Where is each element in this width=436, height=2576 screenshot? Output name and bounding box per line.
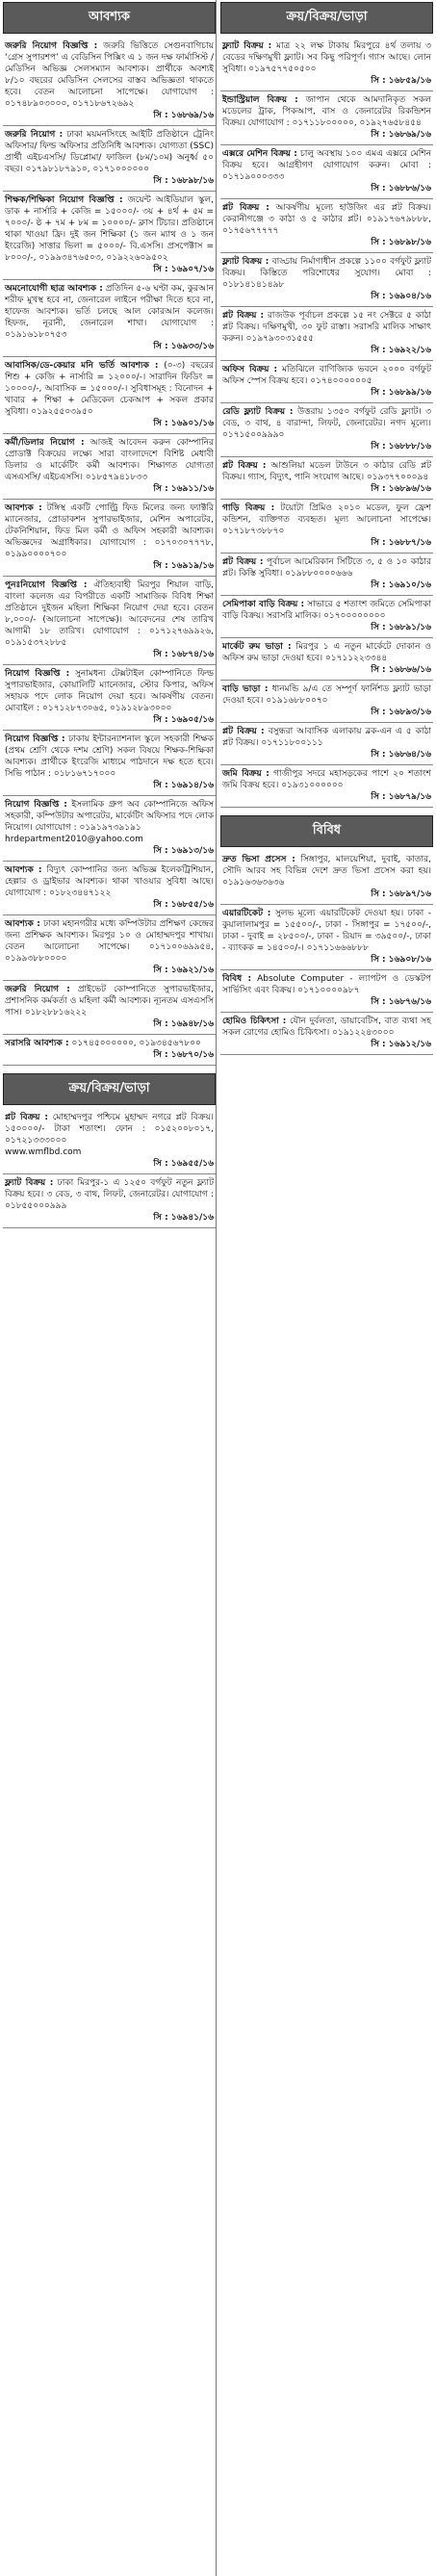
ad-body: উত্তরায় ১৩৫০ বর্গফুট রেডি ফ্ল্যাট। ৩ বেড, ৩ বাথ, ৪ বারান্দা, লিফট, জেনারেটর। নগদ মূল্যে। ০১৭১৫০০৯৯৯০	[222, 407, 431, 440]
classified-ad	[3, 731, 216, 796]
classified-ad	[220, 1013, 433, 1055]
ad-body: ঐতিহ্যবাহী মিরপুর শিয়াল বাড়ি, বাংলা কলেজ এর বিপরীতে একটি সামাজিক বিবিধ শিক্ষা প্রতিষ্ঠানে দুইজন মহিলা শিক্ষিকা নিয়োগ দেয়া হবে। বেতন ৮,০০০/- (আলোচনা সাপেক্ষে)। আবেদনের শেষ তারিখ আগামী ১৮ তারিখ। যোগাযোগ : ০১৭১২৭৬৯৯২৬, ০১৯১৫৩৭২৮৮৫	[5, 580, 215, 648]
classified-ad	[3, 500, 216, 577]
classified-ad	[3, 1109, 216, 1174]
classified-ad	[3, 1174, 216, 1228]
ad-reference: সি : ১৬৮৯১/১৬	[371, 623, 431, 632]
ad-body: (০-৩) বছরের শিশু + কেজি + নার্সারি = ১২০০০/-। সারাদিন ফিডিং = ১০০০০/-, আবাসিক = ১৫০০০/-। সুবিধাসমূহ : বিনোদন + খাবার + শিক্ষা + মেডিকেল চেকআপ + সকল প্রকার সুবিধা। ০১৯২৫৫০৩৯৫০	[5, 361, 214, 417]
ad-reference: সি : ১৬৯১২/১৬	[371, 1040, 431, 1049]
classified-ad	[220, 253, 433, 307]
classified-ad	[3, 126, 216, 192]
ad-body: মিরপুর ১ এ নতুন মার্কেটে দোকান ও অফিস রুম ভাড়া দেওয়া হবে। ০১৭১১২২৩৩৪৪	[222, 642, 431, 663]
ad-body: আকর্ষণীয় মূল্যে হাউজিং এর প্লট বিক্রয়। কেরানীগঞ্জে ৩ কাঠা ও ৫ কাঠার প্লট। ০১৯১৭৬৭৯৮৮৮, ০১৭৫৬৭৭৭৭৭	[222, 203, 431, 236]
ad-heading: রেডি ফ্ল্যাট বিক্রয় :	[222, 407, 294, 417]
ad-body: চালু অবস্থায় ১০০ এমএ এক্সরে মেশিন বিক্রয় হবে। আগ্রহীগণ যোগাযোগ করুন। মোবা : ০১৭১৯০০০৩৩৩	[222, 149, 431, 182]
ad-body: বসুন্ধরা আবাসিক এলাকায় ব্লক-এন এ ৫ কাঠা প্লট বিক্রয়। ০১৭১১৮০০১১১	[222, 727, 431, 748]
classified-ad	[220, 554, 433, 596]
ad-body: আশুলিয়া মডেল টাউনে ৩ কাঠার রেডি প্লট বিক্রয়। গ্যাস, বিদ্যুৎ, পানি সংযোগ আছে। ০১৯৩৭৭০০০৯৪	[222, 461, 431, 482]
ad-heading: ইন্ডাস্ট্রিয়াল বিক্রয় :	[222, 95, 298, 105]
ad-reference: সি : ১৬৮৮৮/১৬	[371, 442, 431, 451]
ad-body: Absolute Computer - ল্যাপটপ ও ডেস্কটপ সার্ভিসিং এবং বিক্রয়। ০১৭১০০০০৯৮৭	[222, 974, 431, 995]
ad-heading: আবাসিক/ডে-কেয়ার মনি ভর্তি আবশ্যক :	[5, 361, 159, 371]
ad-body: রাজউক পূর্বাচল প্রকল্পে ১৫ নং সেক্টরে ৫ কাঠা প্লট বিক্রয়। দক্ষিণমুখী, ৩০ ফুট রাস্তা। সরাসরি মালিক সাক্ষাৎ করুন। ০১৯৭৯৩০৩১৫৫৫	[222, 311, 431, 344]
buy-sell-ads-list-left	[3, 1109, 216, 1228]
ad-reference: সি : ১৬৮৮৬/১৬	[371, 184, 431, 193]
classified-ad	[220, 457, 433, 500]
classified-ad	[220, 681, 433, 723]
ad-heading: বিবিধ :	[222, 974, 252, 984]
misc-ads-list	[220, 851, 433, 1055]
ad-heading: জরুরি নিয়োগ :	[5, 985, 70, 994]
ad-reference: সি : ১৬৮৯৭/১৬	[371, 889, 431, 899]
ad-body: ইসলামিক গ্রুপ অব কোম্পানিজে অফিস সহকারী, কম্পিউটার অপারেটর, মার্কেটিং অফিসার পদে লোক নিয়োগ। যোগাযোগ : ০১৯১৯৭৩৯১৯১	[5, 800, 214, 833]
ad-heading: আবশ্যক :	[5, 919, 40, 929]
ad-reference: সি : ১৬৯১৩/১৬	[153, 846, 214, 856]
ad-body: ০১৭৪৫০০০০০০, ০১৯৩৪৫৬৭৮০০	[71, 1039, 201, 1048]
classified-ad	[220, 403, 433, 457]
classified-ad	[3, 434, 216, 500]
ad-body: মতিঝিলে বাণিজ্যিক ভবনে ২০০০ বর্গফুট অফিস স্পেস বিক্রয় হবে। ০১৭৪০০০০০০৫	[222, 365, 431, 386]
classified-ad	[220, 765, 433, 808]
ad-body: পূর্বাচল আমেরিকান সিটিতে ৩, ৫ ও ১০ কাঠার প্লট। কিস্তি সুবিধা। ০১৯৮৮০০০০৬৬৬	[222, 557, 431, 579]
ad-heading: প্লট বিক্রয় :	[5, 1113, 49, 1122]
classified-ad	[3, 1035, 216, 1066]
ad-reference: সি : ১৬৮৭৬/১৬	[371, 997, 431, 1007]
classified-ad	[3, 357, 216, 434]
ad-reference: সি : ১৬৮৬৯/১৬	[153, 111, 214, 120]
ad-body: ঢাকায় ইন্টারন্যাশনাল স্কুলে সহকারী শিক্ষক (প্রথম শ্রেণি থেকে দশম শ্রেণি) সকল বিষয়ে শিক্ষক-শিক্ষিকা আবশ্যক। প্রার্থীকে ইংরেজি মাধ্যমে পাঠদানে দক্ষ হতে হবে। সিভি পাঠান : ০১৮১৬৭১৭০০০	[5, 734, 214, 779]
ad-reference: সি : ১৬৮৯৯/১৬	[371, 388, 431, 398]
ad-heading: প্লট বিক্রয় :	[222, 727, 265, 736]
ad-heading: প্লট বিক্রয় :	[222, 461, 267, 471]
classified-ad	[220, 199, 433, 253]
ad-reference: সি : ১৬৮৯৮/১৬	[371, 238, 431, 247]
ad-reference: সি : ১৬৯৫৫/১৬	[153, 1159, 214, 1169]
classified-ad	[3, 862, 216, 915]
ad-heading: নিয়োগ বিজ্ঞপ্তি :	[5, 800, 67, 810]
ad-body: টঙ্গিস্থ একটি পোল্ট্রি ফিড মিলের জন্য ফ্যাক্টরি ম্যানেজার, প্রোডাকশন সুপারভাইজার, মেশিন অপারেটর, টেকনিশিয়ান, ফিড মিল কর্মী ও অফিস সহকারী আবশ্যক। অভিজ্ঞদের অগ্রাধিকার। যোগাযোগ : ০১৭০৩০৭৭৭৮, ০১৯৯০০০০৭০০	[5, 503, 214, 559]
ad-reference: সি : ১৬৯০১/১৬	[153, 419, 214, 428]
ad-body: প্রতিদিন ৫-৬ ঘণ্টা কম, কুরআন শরীফ মুখস্থ হবে না, জেনারেল লাইনে পরীক্ষা দিতে হবে না, হাফেজ আবশ্যক। ভর্তি চলছে আল কোরআন কলেজ। হিফজ, নূরানী, জেনারেল শাখা। যোগাযোগ : ০১৯১৬১৮০৭৫৩	[5, 284, 214, 340]
classified-ad	[220, 500, 433, 554]
ad-heading: প্লট বিক্রয় :	[222, 311, 265, 321]
classified-ad	[220, 38, 433, 91]
ad-body: মাত্র ২২ লক্ষ টাকায় মিরপুরে ৪র্থ তলায় ৩ বেডের দক্ষিণমুখী ফ্ল্যাট। সব কিছু পরিপূর্ণ। গ্যাস আছে। লোন সুবিধা। ০১৯৭৫৭৭৫০৫০০	[222, 41, 431, 74]
ad-body: ঢাকা মিরপুর-১ এ ১২৫০ বর্গফুট নতুন ফ্ল্যাট বিক্রয় হবে। ৩ বেড, ৩ বাথ, লিফট, জেনারেটর। যোগাযোগ : ০১৮৫৫০০০৯৯৯	[5, 1178, 214, 1211]
classified-ad	[220, 596, 433, 638]
ad-body: যৌন দুর্বলতা, ডায়াবেটিস, বাত ব্যথা সহ সকল রোগের হোমিও চিকিৎসা। ০১৯১২২৪৩০০০	[222, 1017, 431, 1038]
ad-reference: সি : ১৬৮৬৯/১৬	[371, 130, 431, 140]
ad-reference: সি : ১৬৯০৭/১৬	[153, 265, 214, 274]
classified-ad	[220, 905, 433, 970]
ad-heading: ফ্ল্যাট বিক্রয় :	[222, 257, 269, 267]
ad-reference: সি : ১৬৮৫৫/১৬	[153, 900, 214, 910]
ad-reference: সি : ১৬৯০৫/১৬	[153, 715, 214, 725]
ad-heading: অফিস বিক্রয় :	[222, 365, 278, 374]
ad-body: গাজীপুর সদরে মহাসড়কের পাশে ২০ শতাংশ জমি বিক্রয় হবে। ০১৯৩১০০০০০০	[222, 769, 432, 790]
ad-heading: হোমিও চিকিৎসা :	[222, 1017, 287, 1026]
ad-body: ঢাকা মহানগরীর মধ্যে কম্পিউটার প্রশিক্ষণ কেন্দ্রের জন্য প্রশিক্ষক আবশ্যক। মিরপুর ১০ ও মোহাম্মদপুর শাখায়। বেতন আলোচনা সাপেক্ষে। ০১৭১০০৬৯৯৫৪, ০১৯৯৩৮৮০০০০	[5, 919, 214, 964]
ad-body: সুলভ মূল্যে এয়ারটিকেট দেওয়া হয়। ঢাকা - কুয়ালালামপুর = ১৫৫০০/-, ঢাকা - সিঙ্গাপুর = ১৭৫০০/-, ঢাকা - দুবাই = ২৮৫০০/-, ঢাকা - রিয়াদ = ৩৯৫০০/-, ঢাকা - ব্যাংকক = ১৪৫০০/-। ০১৭১১৬৬৬৮৮৮	[222, 909, 431, 953]
ad-body: ধানমন্ডি ৯/এ তে সম্পূর্ণ ফার্নিশড ফ্ল্যাট ভাড়া দেওয়া হবে। ০১৯১৬৮৮০০৭০	[222, 684, 431, 706]
ad-heading: আবশ্যক :	[5, 865, 42, 875]
ad-body: জরুরি ভিত্তিতে সেগুনবাগিচায় ‘গ্রেস সুপারশপ’ এ বেডিসিন পিক্সিং এ ১ জন দক্ষ ফার্মাসিস্ট / মেডিসিন অভিজ্ঞ সেলসম্যান আবশ্যক। প্রার্থীকে অবশ্যই ৮/১০ বছরের মেডিসিন সেলসের বাস্তব অভিজ্ঞতা থাকতে হবে। বেতন আলোচনা সাপেক্ষে। যোগাযোগ : ০১৭৪৮৯০৩০০০, ০১৭১৮৬৭২৬৯২	[5, 41, 214, 109]
ad-reference: সি : ১৬৯১৯/১৬	[153, 561, 214, 571]
ad-heading: মার্কেট রুম ভাড়া :	[222, 642, 292, 652]
ad-body: জাপান থেকে আমদানিকৃত সকল মডেলের ট্রাক, পিকআপ, বাস ও জেনারেটর রিকন্ডিশন বিক্রয়। যোগাযোগ : ০১৭১১৮০০০০০, ০১৯২৭৬৫৮৪৫৪	[222, 95, 431, 128]
classified-ad	[220, 851, 433, 905]
ad-reference: সি : ১৬৯৪১/১৬	[153, 1213, 214, 1223]
ad-heading: জরুরি নিয়োগ :	[5, 130, 64, 140]
ad-heading: প্লট বিক্রয় :	[222, 557, 264, 567]
ad-heading: নিয়োগ বিজ্ঞপ্তি :	[5, 669, 70, 679]
classified-ad	[220, 970, 433, 1013]
classified-ad	[3, 280, 216, 357]
ad-heading: জরুরি নিয়োগ বিজ্ঞপ্তি :	[5, 41, 98, 51]
ad-reference: সি : ১৬৮৭৪/১৬	[153, 650, 214, 659]
ad-heading: ফ্ল্যাট বিক্রয় :	[222, 41, 272, 51]
classified-ad	[220, 638, 433, 681]
classified-ad	[220, 361, 433, 403]
ad-reference: সি : ১৬৮৮৭/১৬	[371, 538, 431, 548]
ad-body: সুনামধন্য টেক্সটাইল কোম্পানিতে ফিল্ড সুপারভাইজার, কোয়ালিটি ম্যানেজার, স্টোর কিপার, অফিস সহায়ক পদে লোক নিয়োগ দেয়া হবে। আকর্ষণীয় বেতন। মোবাইল : ০১৭১২৮৭৩০৬৫, ০১৯১২৮৯৩০০০	[5, 669, 214, 713]
classified-ad	[220, 307, 433, 361]
ad-heading: গাড়ি বিক্রয় :	[222, 503, 275, 513]
ad-heading: দ্রুত ভিসা প্রসেস :	[222, 855, 295, 864]
classified-ad	[3, 38, 216, 126]
classified-ad	[3, 915, 216, 981]
ad-heading: সরাসরি আবশ্যক :	[5, 1039, 69, 1048]
classified-ad	[220, 723, 433, 765]
ad-heading: জমি বিক্রয় :	[222, 769, 269, 779]
ad-email[interactable]: www.wmflbd.com	[5, 1147, 82, 1157]
ad-reference: সি : ১৬৯১১/১৬	[153, 484, 214, 494]
ad-heading: এয়ারটিকেট :	[222, 909, 271, 918]
ad-reference: সি : ১৬৯২২/১৬	[371, 346, 431, 355]
ad-body: বিদ্যুৎ কোম্পানির জন্য অভিজ্ঞ ইলেকট্রিশিয়ান, হেল্পার ও ড্রাইভার আবশ্যক। থাকা খাওয়ার সুবিধা আছে। যোগাযোগ : ০১৮২৩৪৪৭১২২	[5, 865, 214, 898]
left-column	[3, 0, 217, 2576]
ad-heading: পুনঃনিয়োগ বিজ্ঞপ্তি :	[5, 580, 88, 590]
ad-body: ঢাকা ময়মনসিংহে আইটি প্রতিষ্ঠানে ট্রেনিং অফিসার/ ফিল্ড অফিসার প্রতিনিধি আবশ্যক। যোগ্যতা (SSC) প্রার্থী এইচএসসি/ ডিপ্লোমা/ ফাজিল (৮ম/১০ম) অনুর্ধ্ব ৫০ বছর। ০১৭৯৮১৮৭৯১০, ০১৭১০০০০০০	[5, 130, 214, 174]
classified-ad	[3, 192, 216, 280]
ad-reference: সি : ১৬৯১৪/১৬	[153, 781, 214, 790]
ad-heading: সেমিপাকা বাড়ি বিক্রয় :	[222, 600, 305, 609]
classified-ad	[3, 577, 216, 665]
ad-reference: সি : ১৬৮৬৬/১৬	[371, 665, 431, 675]
ad-reference: সি : ১৬৮৫৯/১৬	[371, 76, 431, 86]
ad-heading: অমনোযোগী ছাত্র আবশ্যক :	[5, 284, 103, 294]
ad-body: আজই আবেদন করুন কোম্পানির প্রোডাক্ট বিক্রয়ের লক্ষ্যে সারা বাংলাদেশে বিশিষ্ট মেধাবী ডিলার ও মার্কেটিং কর্মী আবশ্যক। শিক্ষাগত যোগ্যতা এসএসসি/ এইচএসসি। ০১৮৫৭৯৪১৮৩৩	[5, 438, 214, 482]
ad-reference: সি : ১৬৯১০/১৬	[371, 580, 431, 590]
classified-ad	[3, 981, 216, 1035]
ad-reference: সি : ১৬৮৯৮/১৬	[153, 176, 214, 186]
classified-ad	[3, 796, 216, 862]
ad-reference: সি : ১৬৯০৮/১৬	[371, 955, 431, 965]
section-header-miscellaneous: বিবিধ	[220, 815, 433, 847]
ad-reference: সি : ১৬৮৭৯/১৬	[371, 792, 431, 802]
wanted-ads-list	[3, 38, 216, 1066]
ad-reference: সি : ১৬৮৭০/১৬	[153, 1050, 214, 1060]
ad-body: মোহাম্মদপুর পশ্চিমে মুহাম্মদ নগরে প্লট বিক্রয়। ১৫০০০০/- টাকা শতাংশ। ফোন : ০১৫২০০৮০১৭, ০১৭২১৩৩৩০০০	[5, 1113, 214, 1146]
ad-heading: কর্মী/ডিলার নিয়োগ :	[5, 438, 85, 448]
classified-ad	[3, 665, 216, 731]
ad-heading: বাড়ি ভাড়া :	[222, 684, 269, 694]
ad-reference: সি : ১৬৯৩৩/১৬	[153, 342, 214, 351]
classified-ad	[220, 91, 433, 145]
ad-reference: সি : ১৬৮৯৩/১৬	[371, 708, 431, 717]
ad-heading: ফ্ল্যাট বিক্রয় :	[5, 1178, 54, 1188]
section-header-buy-sell-rent-left: ক্রয়/বিক্রয়/ভাড়া	[3, 1073, 216, 1105]
right-column	[220, 0, 433, 2576]
section-header-wanted: আবশ্যক	[3, 2, 216, 34]
ad-heading: নিয়োগ বিজ্ঞপ্তি :	[5, 734, 65, 744]
ad-reference: সি : ১৬৯২১/১৬	[153, 966, 214, 975]
ad-body: সিঙ্গাপুর, মালয়েশিয়া, দুবাই, কাতার, সৌদি আরব সহ বিভিন্ন দেশে দ্রুত ভিসা প্রসেস করা হয়। ০১৯১৬৩৬৩৬৩৬	[222, 855, 431, 888]
buy-sell-ads-list	[220, 38, 433, 808]
section-header-buy-sell-rent: ক্রয়/বিক্রয়/ভাড়া	[220, 2, 433, 34]
classified-ad	[220, 145, 433, 199]
ad-body: বাড্ডায় নির্মাণাধীন প্রকল্পে ১১০০ বর্গফুট ফ্ল্যাট বিক্রয়। কিস্তিতে পরিশোধের সুযোগ। মোবা : ০১৮১৪১৪১৪৯৮	[222, 257, 431, 290]
ad-email[interactable]: hrdepartment2010@yahoo.com	[5, 835, 143, 844]
ad-reference: সি : ১৬৯৪৮/১৬	[153, 1019, 214, 1029]
ad-body: টয়োটা প্রিমিও ২০১০ মডেল, ফুল ফ্রেশ কন্ডিশন, ব্যক্তিগত ব্যবহৃত। মূল্য আলোচনা সাপেক্ষে। ০১৭১৮৭৩৮৮৭০	[222, 503, 431, 536]
ad-reference: সি : ১৬৮৬৪/১৬	[371, 750, 431, 760]
ad-body: সাভারে ৫ শতাংশ জমিতে সেমিপাকা বাড়ি বিক্রয়। সরাসরি মালিক। ০১৭০০০০০০০০	[222, 600, 431, 621]
ad-heading: এক্সরে মেশিন বিক্রয় :	[222, 149, 297, 159]
ad-reference: সি : ১৬৮৯৬/১৬	[371, 484, 431, 494]
ad-heading: শিক্ষক/শিক্ষিকা নিয়োগ বিজ্ঞপ্তি :	[5, 195, 123, 205]
ad-heading: প্লট বিক্রয় :	[222, 203, 269, 213]
ad-reference: সি : ১৬৯০৪/১৬	[371, 292, 431, 301]
ad-heading: আবশ্যক :	[5, 503, 42, 513]
ad-body: প্রাইভেট কোম্পানিতে সুপারভাইজার, প্রশাসনিক কর্মকর্তা ও মহিলা কর্মী আবশ্যক। ন্যূনতম এসএসসি পাস। ০১৮২৮৮১৬২২২	[5, 985, 214, 1018]
ad-body: জয়েন্ট আইডিয়াল স্কুল, ডাক + নার্সারি + কেজি = ১৫০০০/- ৩য় + ৪র্থ + ৫ম = ৭০০০/- ষ্ঠ + ৭ম + ৮ম = ১০০০০/- ক্লাস টিচার। প্রতিষ্ঠানে থাকা খাওয়া ফ্রি। দুই জন শিক্ষিকা (১ জন ম্যাথ ও ১ জন ইংরেজি) সাত্তার ভিলা = ৫০০০/- বি.এসসি। প্রসপেক্টাস = ৮০০০/-, ০১৯৯৩৪৭৬৫০৩, ০১৯২২৬০৯৫০২	[5, 195, 214, 263]
